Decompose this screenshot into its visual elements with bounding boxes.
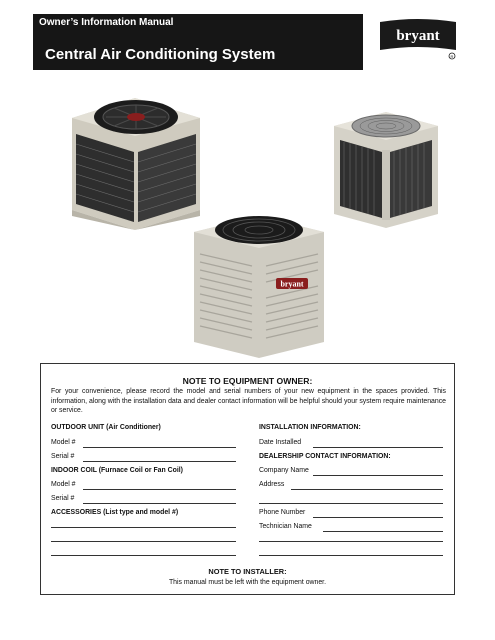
indoor-coil-heading: INDOOR COIL (Furnace Coil or Fan Coil) <box>51 467 183 474</box>
notes-field-2[interactable] <box>259 555 443 556</box>
outdoor-model-label: Model # <box>51 439 76 446</box>
owner-note-body: For your convenience, please record the model and serial numbers of your new equipment in the spaces provided. This information, along with the installation data and dealer contact information will be helpful should your system require maintenance or service. <box>51 388 446 415</box>
outdoor-unit-heading: OUTDOOR UNIT (Air Conditioner) <box>51 424 161 431</box>
technician-name-label: Technician Name <box>259 523 312 530</box>
date-installed-field[interactable] <box>313 447 443 448</box>
indoor-model-label: Model # <box>51 481 76 488</box>
company-name-label: Company Name <box>259 467 309 474</box>
accessories-field-1[interactable] <box>51 527 236 528</box>
phone-number-label: Phone Number <box>259 509 306 516</box>
address-field-2[interactable] <box>259 503 443 504</box>
bryant-logo <box>378 16 458 62</box>
svg-text:R: R <box>450 54 454 59</box>
indoor-model-field[interactable] <box>83 489 236 490</box>
manual-title: Central Air Conditioning System <box>45 46 276 63</box>
installation-heading: INSTALLATION INFORMATION: <box>259 424 361 431</box>
accessories-field-3[interactable] <box>51 555 236 556</box>
date-installed-label: Date Installed <box>259 439 302 446</box>
accessories-heading: ACCESSORIES (List type and model #) <box>51 509 179 516</box>
company-name-field[interactable] <box>313 475 443 476</box>
ac-unit-photo-center <box>188 208 330 358</box>
indoor-serial-label: Serial # <box>51 495 75 502</box>
phone-number-field[interactable] <box>313 517 443 518</box>
outdoor-serial-label: Serial # <box>51 453 75 460</box>
dealership-heading: DEALERSHIP CONTACT INFORMATION: <box>259 453 391 460</box>
outdoor-serial-field[interactable] <box>83 461 236 462</box>
ac-unit-photo-right <box>328 106 444 230</box>
technician-name-field[interactable] <box>323 531 443 532</box>
installer-note-text: This manual must be left with the equipment owner. <box>168 579 327 586</box>
installer-note-heading: NOTE TO INSTALLER: <box>208 567 287 576</box>
owner-record-box <box>40 363 455 595</box>
notes-field-1[interactable] <box>259 541 443 542</box>
svg-text:bryant: bryant <box>280 279 304 289</box>
address-field[interactable] <box>291 489 443 490</box>
indoor-serial-field[interactable] <box>83 503 236 504</box>
svg-text:bryant: bryant <box>396 28 440 44</box>
outdoor-model-field[interactable] <box>83 447 236 448</box>
accessories-field-2[interactable] <box>51 541 236 542</box>
header-banner <box>33 14 363 70</box>
owner-note-heading: NOTE TO EQUIPMENT OWNER: <box>182 376 313 386</box>
manual-subtitle: Owner’s Information Manual <box>39 17 174 28</box>
address-label: Address <box>259 481 285 488</box>
